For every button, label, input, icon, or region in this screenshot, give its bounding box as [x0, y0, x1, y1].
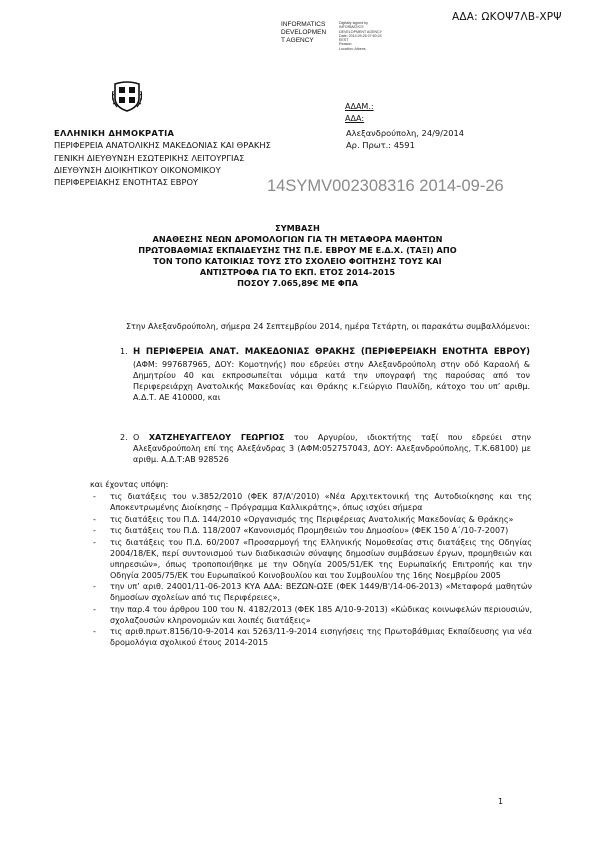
agency-line: INFORMATICS [281, 21, 326, 28]
signature-line: Date: 2014.09.26 07:50:24 [339, 33, 382, 38]
ada-label: ΑΔΑ: [345, 114, 365, 123]
authority-line: ΓΕΝΙΚΗ ΔΙΕΥΘΥΝΣΗ ΕΣΩΤΕΡΙΚΗΣ ΛΕΙΤΟΥΡΓΙΑΣ [54, 152, 245, 163]
dash-bullet: - [93, 604, 96, 614]
clause-text: την παρ.4 του άρθρου 100 του Ν. 4182/2013 (ΦΕΚ 185 Α/10-9-2013) «Κώδικας κοινωφελών περιουσιών, σχολαζουσών κληρονομιών και λοιπές διατάξεις» [110, 604, 532, 625]
clause-text: τις διατάξεις του Π.Δ. 144/2010 «Οργανισμός της Περιφέρειας Ανατολικής Μακεδονίας & Θράκης» [110, 514, 514, 524]
legal-basis-list [93, 491, 532, 649]
ada-header: ΑΔΑ: ΩΚΟΨ7ΛΒ-ΧΡΨ [452, 11, 562, 23]
party-2-details: του Αργυρίου, ιδιοκτήτης ταξί που εδρεύει στην Αλεξανδρούπολη επί της Αλεξάνδρας 3 (ΑΦΜ:052757043, ΔΟΥ: Αλεξανδρούπολης, Τ.Κ.68100) με αριθμ. Α.Δ.Τ:ΑΒ 928526 [133, 433, 531, 464]
list-item [93, 604, 532, 626]
party-number: 2. [120, 433, 128, 442]
clause-text: τις διατάξεις του ν.3852/2010 (ΦΕΚ 87/Α'/2010) «Νέα Αρχιτεκτονική της Αυτοδιοίκησης και της Αποκεντρωμένης Διοίκησης – Πρόγραμμα Καλλικράτης», όπως ισχύει σήμερα [110, 492, 532, 512]
party-2 [120, 432, 531, 465]
list-item [93, 525, 532, 536]
issuing-authority [54, 127, 271, 188]
dash-bullet: - [93, 526, 96, 535]
clause-text: τις διατάξεις του Π.Δ. 60/2007 «Προσαρμογή της Ελληνικής Νομοθεσίας στις διατάξεις της Οδηγίας 2004/18/ΕΚ, περί συντονισμού των διαδικασιών σύναψης δημοσίων συμβάσεων έργων, προμηθειών και υπηρεσιών», όπως τροποποιήθηκε με την Οδηγία 2005/51/ΕΚ της Ευρωπαϊκής Επιτροπής και την Οδηγία 2005/75/ΕΚ του Ευρωπαϊκού Κοινοβουλίου και του Συμβουλίου της 16ης Νοεμβρίου 2005 [110, 537, 532, 580]
clause-text: τις διατάξεις του Π.Δ. 118/2007 «Κανονισμός Προμηθειών του Δημοσίου» (ΦΕΚ 150 Α΄/10-7-2007) [110, 526, 509, 535]
agency-line: DEVELOPMEN [281, 29, 327, 36]
clause-text: την υπ’ αριθ. 24001/11-06-2013 ΚΥΑ ΑΔΑ: ΒΕΖΩΝ-ΩΣΕ (ΦΕΚ 1449/Β'/14-06-2013) «Μεταφορά μαθητών δημοσίων σχολείων από τις Περιφέρειες», [110, 582, 532, 602]
place-date: Αλεξανδρούπολη, 24/9/2014 [346, 128, 465, 138]
adam-ada-fields [345, 101, 374, 125]
title-line: ΤΟΝ ΤΟΠΟ ΚΑΤΟΙΚΙΑΣ ΤΟΥΣ ΣΤΟ ΣΧΟΛΕΙΟ ΦΟΙΤΗΣΗΣ ΤΟΥΣ ΚΑΙ [153, 255, 442, 266]
party-1 [120, 346, 530, 403]
signature-line: Digitally signed by [339, 21, 368, 25]
greek-emblem-icon [112, 78, 142, 112]
dash-bullet: - [93, 492, 96, 501]
adam-label: ΑΔΑΜ.: [345, 102, 374, 111]
digital-signature-details [339, 21, 382, 51]
list-item [93, 537, 532, 581]
clause-text: τις αριθ.πρωτ.8156/10-9-2014 και 5263/11-9-2014 εισηγήσεις της Πρωτοβάθμιας Εκπαίδευσης για νέα δρομολόγια σχολικού έτους 2014-2015 [110, 627, 532, 647]
dash-bullet: - [93, 514, 96, 524]
party-number: 1. [120, 347, 128, 356]
authority-line: ΠΕΡΙΦΕΡΕΙΑ ΑΝΑΤΟΛΙΚΗΣ ΜΑΚΕΔΟΝΙΑΣ ΚΑΙ ΘΡΑΚΗΣ [54, 140, 271, 151]
title-line: ΑΝΤΙΣΤΡΟΦΑ ΓΙΑ ΤΟ ΕΚΠ. ΕΤΟΣ 2014-2015 [199, 266, 396, 277]
dash-bullet: - [93, 627, 96, 636]
party-2-name: ΧΑΤΖΗΕΥΑΓΓΕΛΟΥ ΓΕΩΡΓΙΟΣ [148, 433, 285, 442]
authority-line: ΠΕΡΙΦΕΡΕΙΑΚΗΣ ΕΝΟΤΗΤΑΣ ΕΒΡΟΥ [54, 177, 199, 188]
list-item [93, 626, 532, 648]
protocol-number: Αρ. Πρωτ.: 4591 [346, 140, 415, 151]
party-1-details: (ΑΦΜ: 997687965, ΔΟΥ: Κομοτηνής) που εδρεύει στην Αλεξανδρούπολη στην οδό Καραολή & Δημητρίου 40 και εκπροσωπείται νόμιμα κατά την υπογραφή της παρούσας από τον Περιφερειάρχη Ανατολικής Μακεδονίας και Θράκης κ.Γεώργιο Παυλίδη, κάτοχο του υπ’ αριθμ. Α.Δ.Τ. ΑΕ 410000, και [133, 359, 530, 402]
title-line: ΑΝΑΘΕΣΗΣ ΝΕΩΝ ΔΡΟΜΟΛΟΓΙΩΝ ΓΙΑ ΤΗ ΜΕΤΑΦΟΡΑ ΜΑΘΗΤΩΝ [152, 233, 443, 244]
contract-title [62, 223, 533, 288]
intro-text: Στην Αλεξανδρούπολη, σήμερα 24 Σεπτεμβρίου 2014, ημέρα Τετάρτη, οι παρακάτω συμβαλλόμενοι: [126, 322, 530, 331]
place-date-protocol [346, 127, 464, 152]
document-id-watermark: 14SYMV002308316 2014-09-26 [267, 177, 504, 195]
agency-signature-label [281, 21, 326, 45]
authority-line: ΔΙΕΥΘΥΝΣΗ ΔΙΟΙΚΗΤΙΚΟΥ ΟΙΚΟΝΟΜΙΚΟΥ [54, 164, 221, 175]
government-title: ΕΛΛΗΝΙΚΗ ΔΗΜΟΚΡΑΤΙΑ [54, 128, 175, 138]
dash-bullet: - [93, 582, 96, 591]
intro-paragraph [90, 321, 531, 332]
signature-line: INFORMATICS [339, 25, 364, 30]
party-1-name: Η ΠΕΡΙΦΕΡΕΙΑ ΑΝΑΤ. ΜΑΚΕΔΟΝΙΑΣ ΘΡΑΚΗΣ (ΠΕΡΙΦΕΡΕΙΑΚΗ ΕΝΟΤΗΤΑ ΕΒΡΟΥ) [133, 347, 530, 357]
dash-bullet: - [93, 537, 96, 547]
title-line: ΠΟΣΟΥ 7.065,89€ ΜΕ ΦΠΑ [237, 277, 358, 288]
party-2-prefix: Ο [133, 433, 149, 442]
agency-line: T AGENCY [281, 37, 314, 44]
title-line: ΠΡΩΤΟΒΑΘΜΙΑΣ ΕΚΠΑΙΔΕΥΣΗΣ ΤΗΣ Π.Ε. ΕΒΡΟΥ ΜΕ Ε.Δ.Χ. (ΤΑΞΙ) ΑΠΟ [138, 244, 457, 255]
list-item [93, 491, 532, 513]
signature-line: Location: Athens [339, 46, 366, 51]
signature-line: DEVELOPMENT AGENCY [339, 29, 383, 34]
page-number: 1 [498, 797, 504, 806]
signature-line: EEST [339, 38, 349, 43]
signature-line: Reason: [339, 42, 353, 47]
considering-heading: και έχοντας υπόψη: [90, 480, 169, 489]
list-item [93, 581, 532, 603]
title-line: ΣΥΜΒΑΣΗ [275, 223, 320, 233]
list-item [93, 514, 532, 525]
